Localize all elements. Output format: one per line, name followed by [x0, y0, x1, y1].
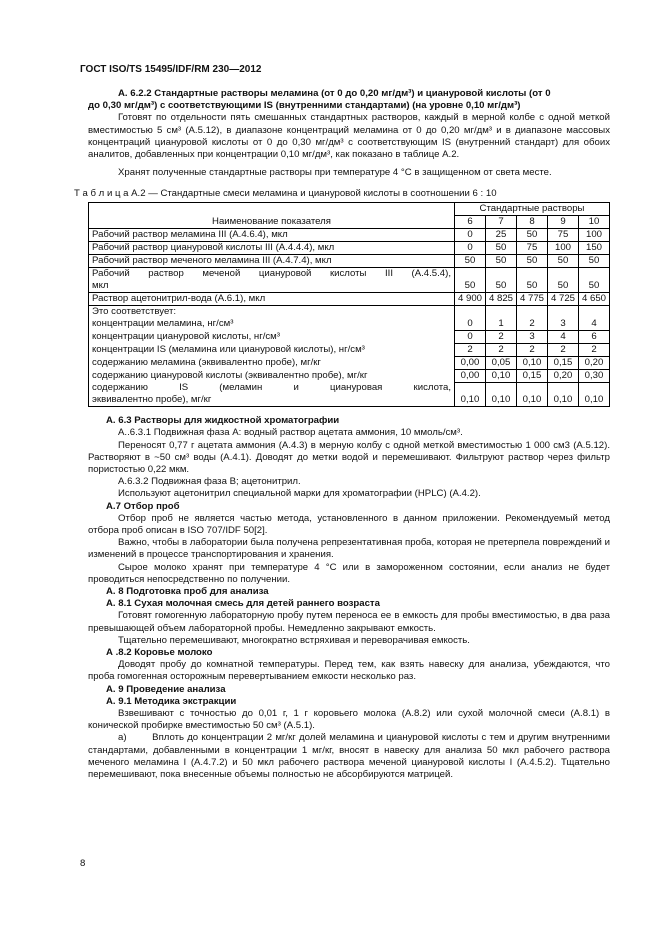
table-row — [89, 356, 610, 369]
table-row — [89, 241, 610, 254]
cell-value: 0,00 — [455, 356, 486, 369]
cell-value: 25 — [486, 228, 517, 241]
row-label: концентрации меламина, нг/см³ — [89, 318, 455, 331]
section-title-a63: А. 6.3 Растворы для жидкостной хроматографии — [106, 415, 340, 427]
table-caption: Т а б л и ц а А.2 — Стандартные смеси меламина и циануровой кислоты в соотношении 6 : 10 — [74, 188, 497, 200]
row-label — [89, 382, 455, 407]
paragraph-a622-1: Готовят по отдельности пять смешанных стандартных растворов, каждый в мерной колбе с одной меткой вместимостью 5 см³ (А.5.12), в диапазоне концентраций меламина от 0 до 0,20 мг/дм³ и в диапазоне массовых концентраций циануровой кислоты от 0 до 0,30 мг/дм³ с соответствующим IS (внутренний стандарт) для обоих аналитов, добавленных при концентрации 0,10 мг/дм³, как показано в таблице А.2. — [88, 112, 610, 161]
row-label: концентрации IS (меламина или циануровой кислоты), нг/см³ — [89, 343, 455, 356]
cell-value: 2 — [517, 343, 548, 356]
cell-value: 4 775 — [517, 292, 548, 305]
row-label: Рабочий раствор циануровой кислоты III (А.4.4.4), мкл — [89, 241, 455, 254]
cell-value: 2 — [517, 318, 548, 331]
paragraph-a632: А.6.3.2 Подвижная фаза В; ацетонитрил. — [118, 476, 301, 488]
column-number: 6 — [455, 215, 486, 228]
row-label: содержанию циануровой кислоты (эквивалентно пробе), мг/кг — [89, 369, 455, 382]
cell-value: 100 — [548, 241, 579, 254]
cell-value: 4 — [548, 330, 579, 343]
column-number: 9 — [548, 215, 579, 228]
cell-value: 2 — [455, 343, 486, 356]
column-header-name: Наименование показателя — [89, 202, 455, 228]
cell-value: 2 — [486, 330, 517, 343]
document-header: ГОСТ ISO/TS 15495/IDF/RM 230—2012 — [80, 64, 262, 75]
row-label-line: эквивалентно пробе), мг/кг — [92, 394, 212, 406]
cell-value: 0,15 — [517, 369, 548, 382]
cell-value: 50 — [517, 228, 548, 241]
document-body — [74, 88, 613, 781]
cell-value: 2 — [548, 343, 579, 356]
cell-value: 0,05 — [486, 356, 517, 369]
cell-value: 6 — [579, 330, 610, 343]
section-title-a81: А. 8.1 Сухая молочная смесь для детей раннего возраста — [106, 598, 380, 610]
table-row — [89, 254, 610, 267]
paragraph-a7-3: Сырое молоко хранят при температуре 4 °С или в замороженном состоянии, если анализ не будет проводиться непосредственно по получении. — [88, 561, 610, 585]
paragraph-a81-2: Тщательно перемешивают, многократно встряхивая и переворачивая емкость. — [118, 634, 470, 646]
cell-value: 0,20 — [579, 356, 610, 369]
column-group-header: Стандартные растворы — [455, 202, 610, 215]
cell-value: 0,00 — [455, 369, 486, 382]
cell-value: 0,30 — [579, 369, 610, 382]
cell-value: 75 — [548, 228, 579, 241]
cell-value: 75 — [517, 241, 548, 254]
paragraph-a81-1: Готовят гомогенную лабораторную пробу путем переноса ее в емкость для пробы вместимостью, в два раза превышающей объем лабораторной пробы. Немедленно закрывают емкость. — [88, 610, 610, 634]
cell-value: 50 — [548, 254, 579, 267]
cell-value: 50 — [455, 254, 486, 267]
table-row — [89, 228, 610, 241]
cell-value: 3 — [548, 318, 579, 331]
section-title-a622-line1: А. 6.2.2 Стандартные растворы меламина (от 0 до 0,20 мг/дм³) и циануровой кислоты (от 0 — [118, 88, 551, 99]
paragraph-a91-2: а) Вплоть до концентрации 2 мг/кг долей меламина и циануровой кислоты с тем и другим внутренними стандартами, добавленными в концентрации 1 мг/кг, вносят в навеску для анализа 50 мкл рабочего раствора меченого меламина I (А.4.7.2) и 50 мкл рабочего раствора меченой циануровой кислоты I (А.4.5.2). Тщательно перемешивают, пока внесенные объемы полностью не абсорбируются матрицей. — [88, 732, 613, 781]
section-title-a8: А. 8 Подготовка проб для анализа — [106, 585, 269, 597]
table-row — [89, 267, 610, 292]
row-label: концентрации циануровой кислоты, нг/см³ — [89, 330, 455, 343]
row-label: Рабочий раствор меченого меламина III (А.4.7.4), мкл — [89, 254, 455, 267]
column-number: 8 — [517, 215, 548, 228]
row-label: Раствор ацетонитрил-вода (А.6.1), мкл — [89, 292, 455, 305]
cell-value: 0,15 — [548, 356, 579, 369]
cell-value: 3 — [517, 330, 548, 343]
cell-value: 0,10 — [517, 382, 548, 407]
table-row — [89, 305, 610, 318]
paragraph-a631: А..6.3.1 Подвижная фаза А: водный раствор ацетата аммония, 10 ммоль/см³. — [118, 427, 463, 439]
cell-value: 50 — [486, 241, 517, 254]
cell-value: 2 — [579, 343, 610, 356]
table-row — [89, 292, 610, 305]
cell-value: 0,20 — [548, 369, 579, 382]
table-row — [89, 330, 610, 343]
cell-value: 2 — [486, 343, 517, 356]
cell-value: 0,10 — [455, 382, 486, 407]
row-label-line: Рабочий раствор меченой циануровой кислоты III (А.4.5.4), — [92, 267, 451, 279]
cell-value: 50 — [517, 254, 548, 267]
paragraph-a7-2: Важно, чтобы в лаборатории была получена репрезентативная проба, которая не претерпела повреждений и изменений в процессе транспортирования и хранения. — [88, 537, 610, 561]
cell-value: 0 — [455, 330, 486, 343]
cell-value: 150 — [579, 241, 610, 254]
section-title-a9: А. 9 Проведение анализа — [106, 683, 226, 695]
column-number: 10 — [579, 215, 610, 228]
cell-value: 0,10 — [548, 382, 579, 407]
paragraph-a82-1: Доводят пробу до комнатной температуры. Перед тем, как взять навеску для анализа, убеждаются, что проба гомогенная осторожным перевертыванием емкости несколько раз. — [88, 659, 610, 683]
cell-value: 0 — [455, 228, 486, 241]
cell-value: 4 900 — [455, 292, 486, 305]
cell-value: 50 — [579, 254, 610, 267]
table-row — [89, 343, 610, 356]
cell-value: 4 725 — [548, 292, 579, 305]
page-number: 8 — [80, 858, 86, 869]
row-label: Это соответствует: — [89, 305, 455, 318]
row-label — [89, 267, 455, 292]
cell-value: 50 — [579, 267, 610, 292]
table-row — [89, 382, 610, 407]
paragraph-a63-1: Переносят 0,77 г ацетата аммония (А.4.3) в мерную колбу с одной меткой вместимостью 1 000 см3 (А.5.12). Растворяют в ~50 см³ воды (А.4.1). Доводят до метки водой и перемешивают. Фильтруют раствор через фильтр пористостью 0,22 мкм. — [88, 439, 610, 475]
row-label: содержанию меламина (эквивалентно пробе), мг/кг — [89, 356, 455, 369]
cell-value: 0 — [455, 241, 486, 254]
row-label: Рабочий раствор меламина III (А.4.6.4), мкл — [89, 228, 455, 241]
cell-value: 0,10 — [579, 382, 610, 407]
cell-value: 4 825 — [486, 292, 517, 305]
row-label-line: мкл — [92, 279, 109, 291]
section-title-a91: А. 9.1 Методика экстракции — [106, 695, 237, 707]
cell-value: 0,10 — [486, 382, 517, 407]
cell-value: 0,10 — [517, 356, 548, 369]
cell-value: 1 — [486, 318, 517, 331]
paragraph-a63-2: Используют ацетонитрил специальной марки для хроматографии (HPLC) (А.4.2). — [118, 488, 481, 500]
section-title-a622-line2: до 0,30 мг/дм³) с соответствующими IS (внутренними стандартами) (на уровне 0,10 мг/дм³) — [88, 100, 521, 112]
cell-value: 4 — [579, 318, 610, 331]
cell-value: 0 — [455, 318, 486, 331]
paragraph-a91-1: Взвешивают с точностью до 0,01 г, 1 г коровьего молока (А.8.2) или сухой молочной смеси (А.8.1) в конической пробирке вместимостью 50 см³ (А.5.1). — [88, 708, 610, 732]
cell-value: 50 — [455, 267, 486, 292]
section-title-a7: А.7 Отбор проб — [106, 500, 180, 512]
row-label-line: содержанию IS (меламин и циануровая кислота, — [92, 382, 451, 394]
cell-value: 0,10 — [486, 369, 517, 382]
table-row — [89, 369, 610, 382]
column-number: 7 — [486, 215, 517, 228]
standards-table — [88, 202, 610, 408]
cell-value: 50 — [486, 267, 517, 292]
section-title-a82: А .8.2 Коровье молоко — [106, 646, 213, 658]
cell-value: 50 — [548, 267, 579, 292]
cell-value: 50 — [486, 254, 517, 267]
cell-value: 4 650 — [579, 292, 610, 305]
table-row — [89, 318, 610, 331]
cell-value: 50 — [517, 267, 548, 292]
paragraph-a622-2: Хранят полученные стандартные растворы при температуре 4 °С в защищенном от света месте. — [118, 167, 552, 179]
paragraph-a7-1: Отбор проб не является частью метода, установленного в данном приложении. Рекомендуемый метод отбора проб описан в ISO 707/IDF 50[2]. — [88, 512, 610, 536]
cell-value: 100 — [579, 228, 610, 241]
